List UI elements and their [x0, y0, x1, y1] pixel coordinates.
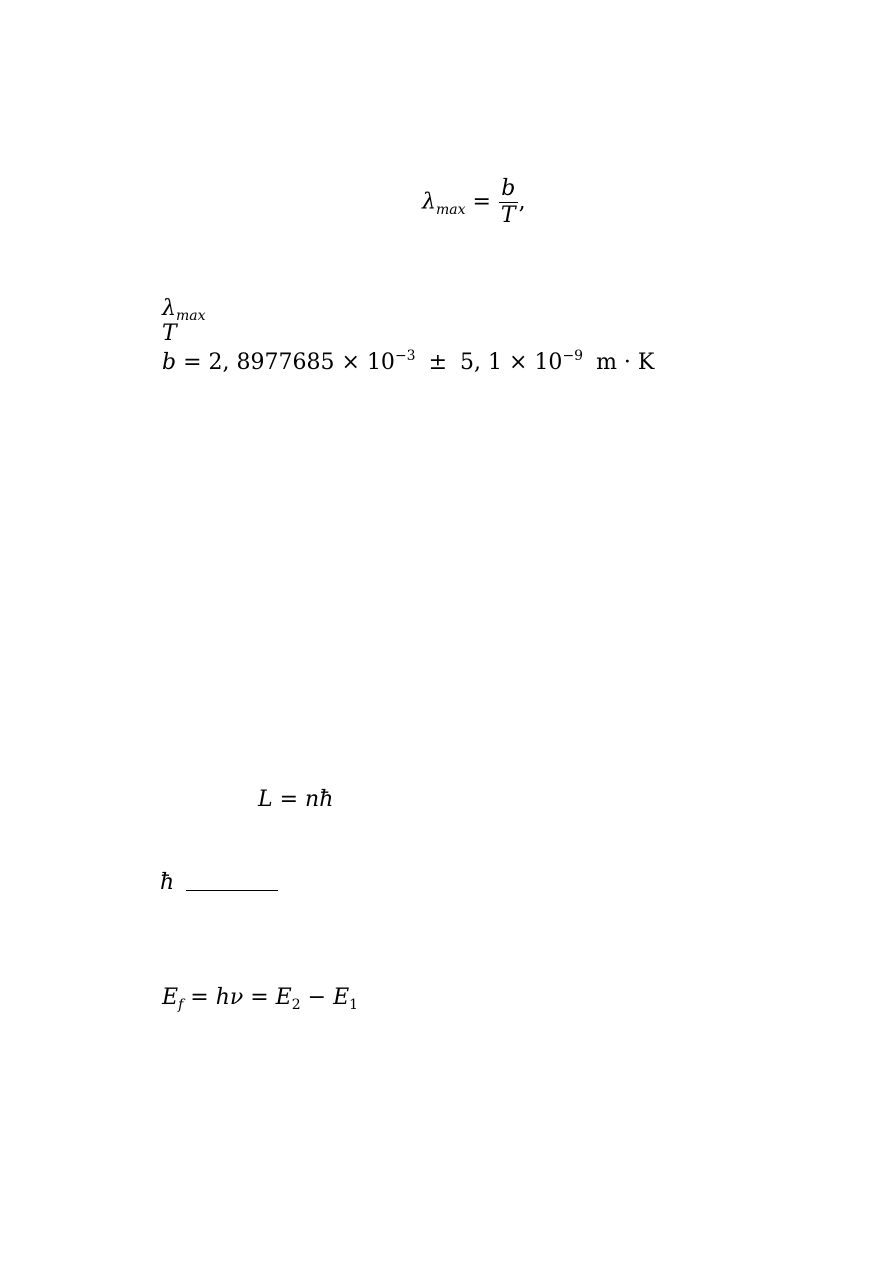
b-mantissa: 2, 8977685: [208, 350, 335, 375]
wien-law-equation: [422, 178, 526, 227]
energy-subscript: f: [178, 997, 184, 1013]
blank-fill-line: [186, 890, 278, 891]
exponent: −3: [394, 348, 416, 364]
angular-momentum-equation: [258, 789, 333, 811]
energy-subscript: 2: [291, 997, 301, 1013]
unit: m · K: [596, 350, 655, 375]
base-ten: 10: [366, 350, 395, 375]
lambda-subscript: max: [175, 308, 206, 324]
equals-sign: =: [190, 985, 209, 1010]
exponent: −9: [562, 348, 584, 364]
lambda-symbol: λ: [162, 296, 176, 321]
uncertainty-mantissa: 5, 1: [460, 350, 502, 375]
equals-sign: =: [472, 189, 491, 215]
energy-symbol: E: [275, 985, 292, 1010]
hbar-symbol: ħ: [160, 870, 175, 895]
minus-sign: −: [307, 985, 327, 1010]
base-ten: 10: [534, 350, 563, 375]
energy-subscript: 1: [349, 997, 359, 1013]
times-sign: ×: [509, 350, 528, 375]
definition-lambda-max: [162, 296, 206, 324]
lambda-symbol: λ: [422, 189, 436, 215]
angular-momentum-symbol: L: [258, 787, 273, 812]
equals-sign: =: [250, 985, 269, 1010]
energy-symbol: E: [162, 985, 179, 1010]
times-sign: ×: [341, 350, 360, 375]
wien-constant-value: [162, 348, 655, 375]
definition-temperature: [162, 323, 177, 345]
b-symbol: b: [162, 350, 177, 375]
h-nu: hν: [215, 985, 244, 1010]
temperature-symbol: T: [162, 321, 177, 346]
hbar-definition: [160, 872, 174, 894]
equals-sign: =: [279, 787, 299, 812]
fraction-denominator: T: [500, 203, 516, 228]
equals-sign: =: [183, 350, 202, 375]
photon-energy-equation: [162, 985, 359, 1013]
lambda-subscript: max: [435, 201, 466, 218]
plus-minus-sign: ±: [428, 350, 448, 375]
n-hbar: nħ: [305, 787, 334, 812]
fraction-b-over-t: [499, 178, 518, 227]
fraction-numerator: b: [499, 178, 518, 203]
comma: ,: [518, 189, 526, 215]
energy-symbol: E: [333, 985, 350, 1010]
